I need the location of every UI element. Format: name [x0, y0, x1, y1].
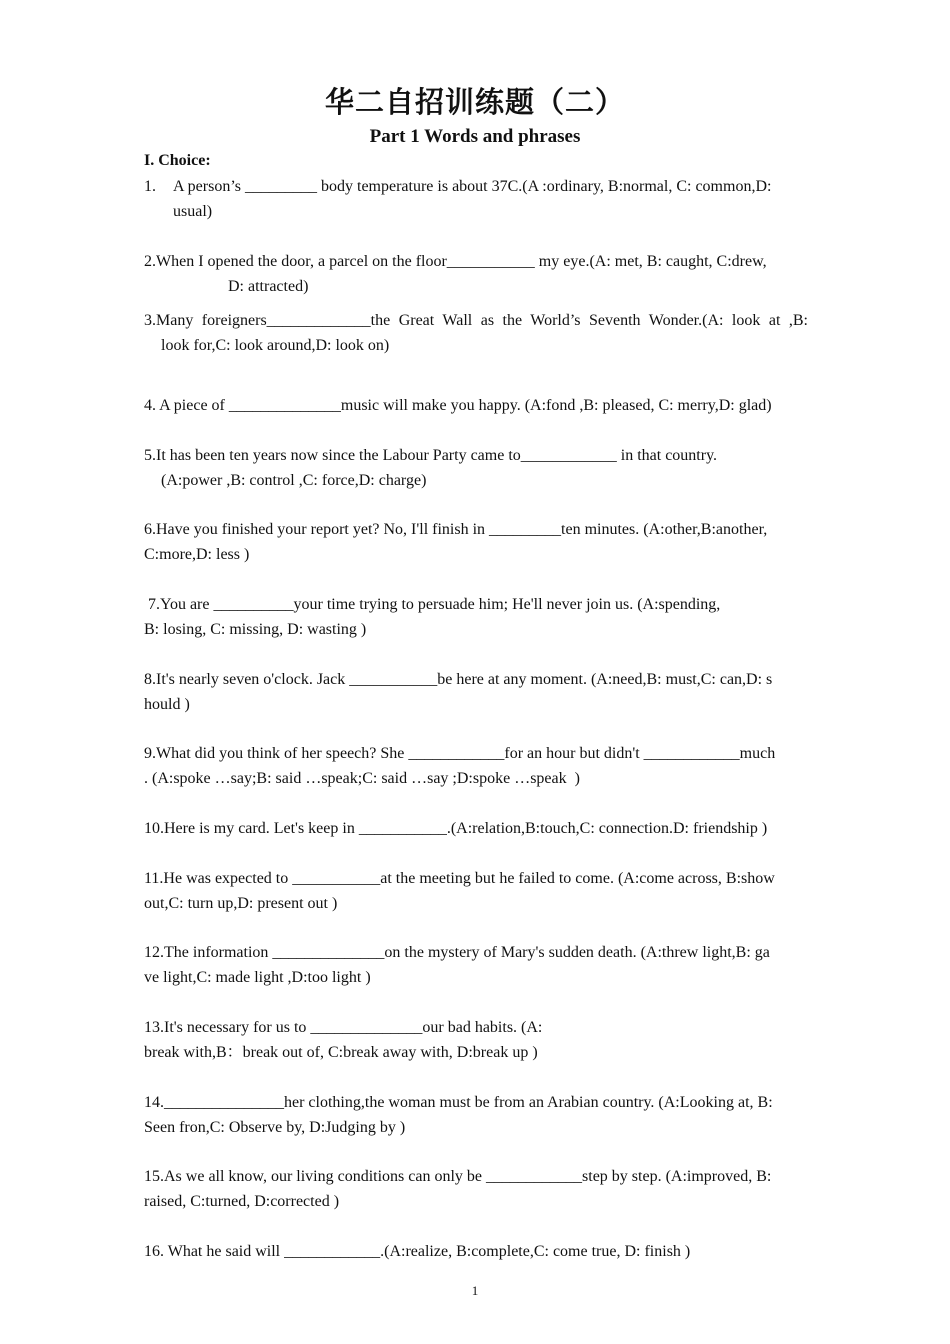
question-6	[144, 517, 808, 567]
question-line: 6.Have you finished your report yet? No, I'll finish in _________ten minutes. (A:other,B:another,	[144, 521, 768, 538]
question-line: (A:power ,B: control ,C: force,D: charge)	[161, 472, 427, 489]
question-line: 4. A piece of ______________music will make you happy. (A:fond ,B: pleased, C: merry,D: glad)	[144, 397, 772, 414]
question-line: 11.He was expected to ___________at the meeting but he failed to come. (A:come across, B:show	[144, 870, 775, 887]
question-line: out,C: turn up,D: present out )	[144, 895, 338, 912]
question-line: A person’s _________ body temperature is about 37C.(A :ordinary, B:normal, C: common,D:	[173, 178, 772, 195]
question-line: usual)	[173, 203, 213, 220]
question-3	[144, 308, 808, 358]
question-1	[144, 174, 808, 224]
question-line: look for,C: look around,D: look on)	[161, 337, 390, 354]
question-14	[144, 1090, 808, 1140]
question-line: B: losing, C: missing, D: wasting )	[144, 621, 367, 638]
question-12	[144, 940, 808, 990]
question-line: 10.Here is my card. Let's keep in ___________.(A:relation,B:touch,C: connection.D: friendship )	[144, 820, 768, 837]
question-8	[144, 667, 808, 717]
question-2	[144, 249, 808, 299]
question-13	[144, 1015, 808, 1065]
question-16	[144, 1239, 808, 1264]
question-line: break with,B：break out of, C:break away with, D:break up )	[144, 1044, 538, 1061]
question-line: 3.Many foreigners_____________the Great Wall as the World’s Seventh Wonder.(A: look at ,B:	[144, 312, 808, 329]
question-line: 5.It has been ten years now since the Labour Party came to____________ in that country.	[144, 447, 718, 464]
question-11	[144, 866, 808, 916]
question-line: C:more,D: less )	[144, 546, 250, 563]
question-line: 12.The information ______________on the mystery of Mary's sudden death. (A:threw light,B: ga	[144, 944, 770, 961]
question-line: 7.You are __________your time trying to persuade him; He'll never join us. (A:spending,	[144, 596, 721, 613]
question-line: D: attracted)	[228, 278, 309, 295]
part-heading: Part 1 Words and phrases	[369, 126, 581, 147]
question-line: hould )	[144, 696, 190, 713]
question-9	[144, 741, 808, 791]
page-number: 1	[471, 1283, 479, 1298]
section-heading: I. Choice:	[144, 152, 211, 169]
question-line: 9.What did you think of her speech? She ____________for an hour but didn't ____________much	[144, 745, 776, 762]
question-line: 13.It's necessary for us to ______________our bad habits. (A:	[144, 1019, 543, 1036]
document-title: 华二自招训练题（二）	[324, 85, 625, 119]
question-line: . (A:spoke …say;B: said …speak;C: said …say ;D:spoke …speak )	[144, 770, 580, 787]
question-line: Seen fron,C: Observe by, D:Judging by )	[144, 1119, 406, 1136]
question-line: ve light,C: made light ,D:too light )	[144, 969, 371, 986]
question-7	[144, 592, 808, 642]
question-line: 8.It's nearly seven o'clock. Jack ___________be here at any moment. (A:need,B: must,C: can,D: s	[144, 671, 773, 688]
question-line: raised, C:turned, D:corrected )	[144, 1193, 340, 1210]
question-5	[144, 443, 808, 493]
question-line: 14._______________her clothing,the woman must be from an Arabian country. (A:Looking at, B:	[144, 1094, 773, 1111]
question-line: 15.As we all know, our living conditions can only be ____________step by step. (A:improved, B:	[144, 1168, 772, 1185]
question-15	[144, 1164, 808, 1214]
question-line: 16. What he said will ____________.(A:realize, B:complete,C: come true, D: finish )	[144, 1243, 691, 1260]
question-number: 1.	[144, 178, 156, 195]
question-line: 2.When I opened the door, a parcel on the floor___________ my eye.(A: met, B: caught, C:drew,	[144, 253, 767, 270]
question-10	[144, 816, 808, 841]
question-4	[144, 393, 808, 418]
